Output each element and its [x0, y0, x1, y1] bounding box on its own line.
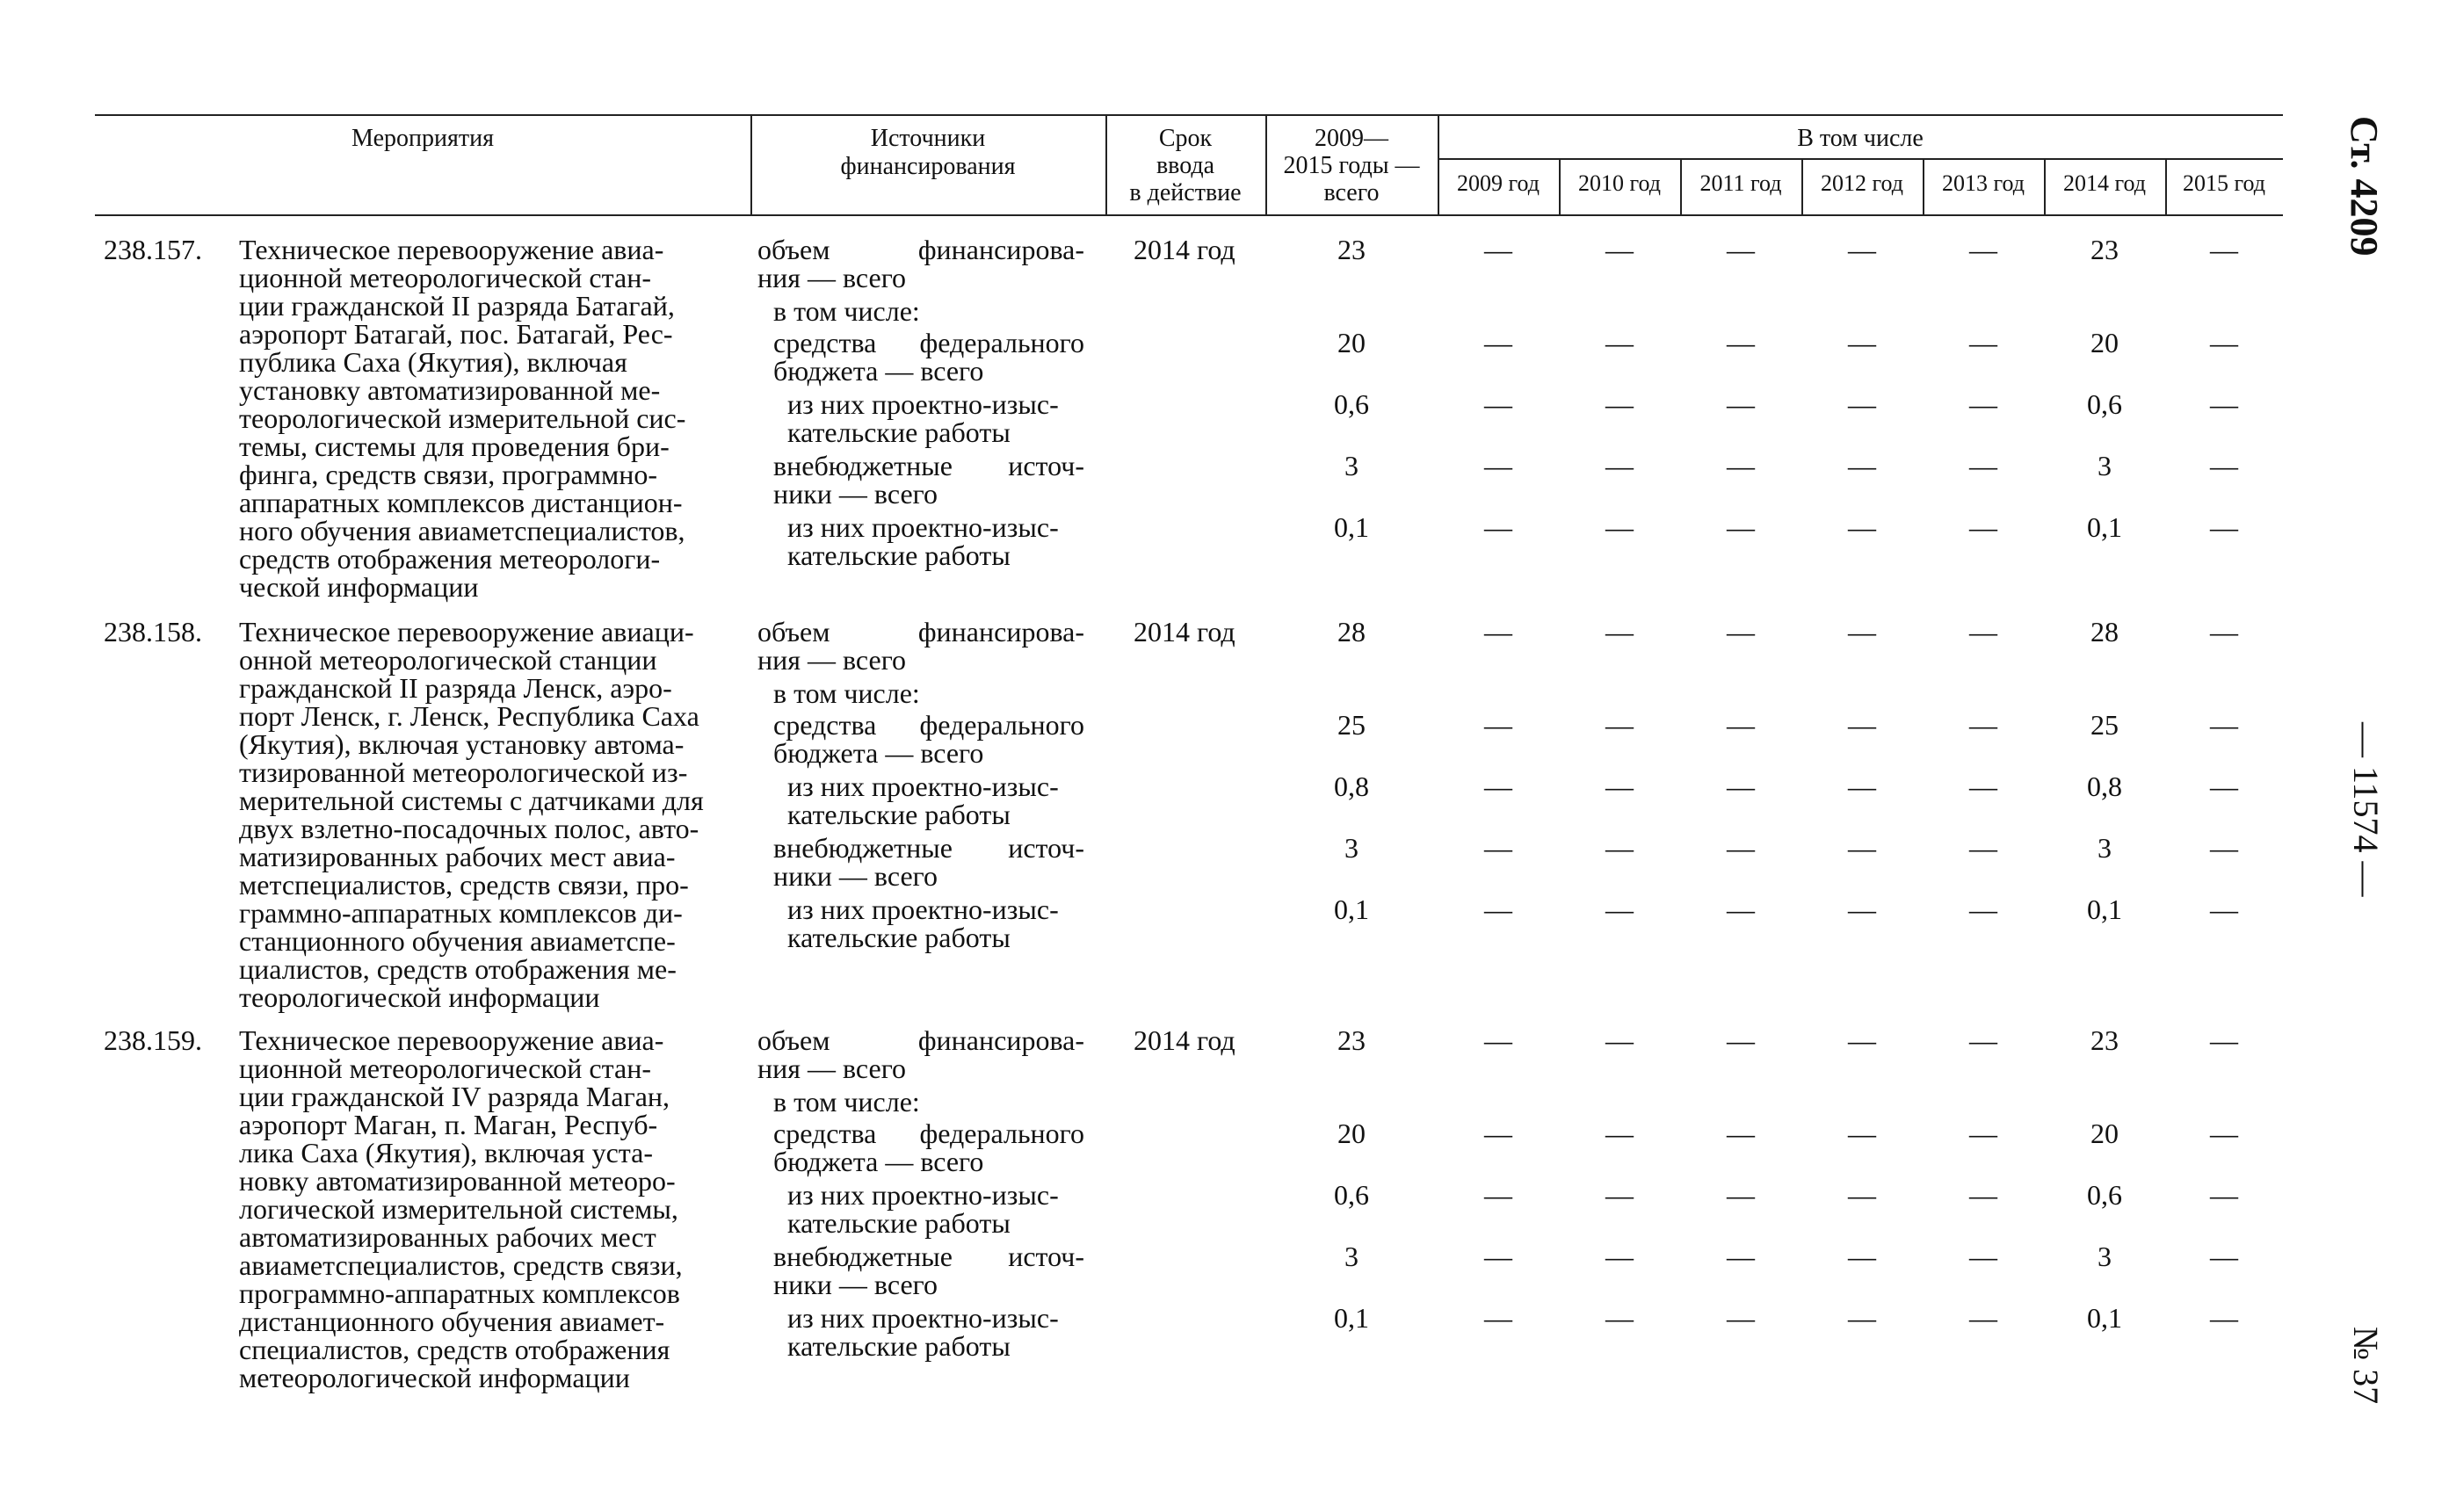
year-value: — — [2210, 450, 2238, 481]
year-value: — — [2210, 1024, 2238, 1056]
year-value: — — [1484, 1302, 1512, 1334]
year-value: — — [1727, 1302, 1755, 1334]
table-row — [0, 1119, 2449, 1176]
year-value: — — [1969, 616, 1997, 647]
source-label: из них проектно-изыс- кательские работы — [787, 511, 1059, 571]
year-value: — — [1727, 511, 1755, 543]
year-value: — — [1727, 709, 1755, 741]
source-label: из них проектно-изыс- кательские работы — [787, 893, 1059, 953]
year-value: — — [1727, 832, 1755, 864]
year-value: — — [1484, 450, 1512, 481]
year-value: — — [1605, 893, 1634, 925]
year-value: — — [1848, 709, 1876, 741]
year-value: — — [1848, 832, 1876, 864]
source-label: средства федерального бюджета — всего — [773, 1118, 1084, 1177]
header-year-2013: 2013 год — [1942, 170, 2025, 196]
year-value: — — [1605, 234, 1634, 265]
table-row — [0, 513, 2449, 569]
table-row — [0, 772, 2449, 828]
year-value: — — [2210, 511, 2238, 543]
year-value: — — [1484, 327, 1512, 358]
entry-number: 238.159. — [104, 1024, 202, 1056]
year-value: — — [1969, 1024, 1997, 1056]
year-value: — — [1969, 327, 1997, 358]
year-value: — — [1969, 1241, 1997, 1272]
year-value: 3 — [2098, 450, 2112, 481]
year-value: — — [1969, 1179, 1997, 1211]
year-value: — — [2210, 770, 2238, 802]
entry-description: Техническое перевооружение авиа- ционной метеорологической стан- ции гражданской IV разряда Маган, аэропорт Маган, п. Маган, Респуб- лика Саха (Якутия), включая уста- новку автоматизированной метеоро- логической измерительной системы, автоматизированных рабочих мест авиаметспециалистов, средств связи, программно-аппаратных комплексов дистанционного обучения авиамет- специалистов, средств отображения метеорологической информации — [239, 1024, 683, 1393]
year-value: — — [1727, 388, 1755, 420]
year-value: — — [2210, 832, 2238, 864]
table-row — [0, 1181, 2449, 1237]
year-value: — — [1605, 1024, 1634, 1056]
year-value: — — [1969, 388, 1997, 420]
issue-number: № 37 — [2346, 1327, 2386, 1405]
total-value: 0,1 — [1334, 1302, 1369, 1334]
year-value: — — [1484, 893, 1512, 925]
year-value: — — [1484, 234, 1512, 265]
header-activity: Мероприятия — [351, 125, 494, 152]
year-value: — — [1484, 832, 1512, 864]
entry-number: 238.158. — [104, 616, 202, 647]
year-value: — — [1484, 709, 1512, 741]
year-value: — — [2210, 327, 2238, 358]
year-value: — — [1969, 450, 1997, 481]
year-value: — — [1848, 1241, 1876, 1272]
total-value: 25 — [1337, 709, 1366, 741]
total-value: 0,1 — [1334, 893, 1369, 925]
year-value: — — [1969, 234, 1997, 265]
header-year-2014: 2014 год — [2063, 170, 2146, 196]
year-value: — — [1484, 1024, 1512, 1056]
including-label: в том числе: — [773, 677, 920, 709]
year-value: — — [2210, 1241, 2238, 1272]
total-value: 3 — [1344, 1241, 1359, 1272]
year-value: — — [1605, 770, 1634, 802]
table-row — [0, 235, 2449, 292]
source-label: из них проектно-изыс- кательские работы — [787, 770, 1059, 830]
table-row — [0, 618, 2449, 674]
year-value: — — [1484, 1241, 1512, 1272]
table-row — [0, 895, 2449, 951]
table-row — [0, 1242, 2449, 1299]
year-value: — — [2210, 1302, 2238, 1334]
entry-number: 238.157. — [104, 234, 202, 265]
year-value: 0,6 — [2087, 388, 2122, 420]
page-number: — 11574 — — [2346, 722, 2386, 897]
page-label: Ст. 4209 — [2343, 116, 2386, 257]
year-value: 0,6 — [2087, 1179, 2122, 1211]
year-value: — — [1727, 327, 1755, 358]
year-value: — — [1969, 1118, 1997, 1149]
year-value: — — [1484, 770, 1512, 802]
entry-term: 2014 год — [1134, 234, 1235, 265]
total-value: 0,6 — [1334, 1179, 1369, 1211]
year-value: — — [1848, 450, 1876, 481]
total-value: 20 — [1337, 1118, 1366, 1149]
total-value: 23 — [1337, 234, 1366, 265]
year-value: — — [1727, 1179, 1755, 1211]
year-value: — — [2210, 1118, 2238, 1149]
year-value: — — [1848, 388, 1876, 420]
total-value: 0,1 — [1334, 511, 1369, 543]
year-value: — — [1484, 1179, 1512, 1211]
year-value: 28 — [2090, 616, 2119, 647]
total-value: 0,6 — [1334, 388, 1369, 420]
year-value: — — [1969, 832, 1997, 864]
year-value: — — [1969, 893, 1997, 925]
year-value: — — [1848, 327, 1876, 358]
table-row — [0, 834, 2449, 890]
header-year-2012: 2012 год — [1821, 170, 1903, 196]
total-value: 20 — [1337, 327, 1366, 358]
year-value: — — [1848, 1118, 1876, 1149]
year-value: — — [1605, 511, 1634, 543]
table-row — [0, 711, 2449, 767]
header-bottom-rule — [95, 214, 2283, 216]
year-value: — — [2210, 234, 2238, 265]
header-year-2015: 2015 год — [2183, 170, 2265, 196]
year-value: 20 — [2090, 327, 2119, 358]
year-value: — — [1605, 388, 1634, 420]
total-value: 28 — [1337, 616, 1366, 647]
total-value: 3 — [1344, 832, 1359, 864]
year-value: — — [1969, 770, 1997, 802]
year-value: — — [1727, 1118, 1755, 1149]
table-row — [0, 329, 2449, 385]
year-value: — — [1727, 1024, 1755, 1056]
year-value: — — [2210, 388, 2238, 420]
source-label: объем финансирова- ния — всего — [757, 234, 1084, 293]
year-value: — — [1605, 616, 1634, 647]
year-value: — — [1605, 709, 1634, 741]
year-value: — — [1848, 770, 1876, 802]
year-value: 3 — [2098, 1241, 2112, 1272]
table-row — [0, 1026, 2449, 1082]
year-value: — — [1727, 1241, 1755, 1272]
year-value: — — [1848, 1024, 1876, 1056]
year-value: — — [1727, 234, 1755, 265]
year-value: — — [1969, 511, 1997, 543]
year-value: — — [1605, 1179, 1634, 1211]
header-year-2011: 2011 год — [1699, 170, 1782, 196]
year-value: 0,8 — [2087, 770, 2122, 802]
including-label: в том числе: — [773, 295, 920, 327]
year-value: — — [1484, 1118, 1512, 1149]
total-value: 0,8 — [1334, 770, 1369, 802]
year-value: — — [1969, 1302, 1997, 1334]
source-label: средства федерального бюджета — всего — [773, 709, 1084, 769]
year-value: — — [1605, 832, 1634, 864]
year-value: — — [1969, 709, 1997, 741]
source-label: средства федерального бюджета — всего — [773, 327, 1084, 387]
year-value: 23 — [2090, 1024, 2119, 1056]
year-value: — — [1848, 511, 1876, 543]
year-value: 0,1 — [2087, 511, 2122, 543]
year-value: 3 — [2098, 832, 2112, 864]
source-label: внебюджетные источ- ники — всего — [773, 832, 1084, 892]
year-value: — — [1605, 1241, 1634, 1272]
total-value: 3 — [1344, 450, 1359, 481]
source-label: объем финансирова- ния — всего — [757, 1024, 1084, 1084]
year-value: — — [1605, 327, 1634, 358]
year-value: — — [2210, 893, 2238, 925]
year-value: — — [1727, 450, 1755, 481]
year-value: — — [1484, 616, 1512, 647]
source-label: объем финансирова- ния — всего — [757, 616, 1084, 676]
source-label: внебюджетные источ- ники — всего — [773, 450, 1084, 510]
year-value: 20 — [2090, 1118, 2119, 1149]
table-row — [0, 390, 2449, 446]
year-value: — — [1848, 1179, 1876, 1211]
header-year-2010: 2010 год — [1578, 170, 1661, 196]
year-value: — — [1484, 511, 1512, 543]
year-value: 25 — [2090, 709, 2119, 741]
entry-description: Техническое перевооружение авиаци- онной метеорологической станции гражданской II разряда Ленск, аэро- порт Ленск, г. Ленск, Республика Саха (Якутия), включая установку автома- тизированной метеорологической из- мерительной системы с датчиками для двух взлетно-посадочных полос, авто- матизированных рабочих мест авиа- метспециалистов, средств связи, про- граммно-аппаратных комплексов ди- станционного обучения авиаметспе- циалистов, средств отображения ме- теорологической информации — [239, 616, 704, 1013]
year-value: — — [1727, 770, 1755, 802]
header-including: В том числе — [1797, 125, 1924, 152]
source-label: из них проектно-изыс- кательские работы — [787, 388, 1059, 448]
year-value: 0,1 — [2087, 1302, 2122, 1334]
entry-term: 2014 год — [1134, 1024, 1235, 1056]
table-row — [0, 452, 2449, 508]
year-value: — — [1484, 388, 1512, 420]
year-value: — — [1848, 616, 1876, 647]
year-value: — — [1727, 893, 1755, 925]
source-label: из них проектно-изыс- кательские работы — [787, 1302, 1059, 1362]
year-value: — — [2210, 616, 2238, 647]
year-value: — — [2210, 709, 2238, 741]
header-sources: Источники финансирования — [840, 125, 1016, 180]
entry-term: 2014 год — [1134, 616, 1235, 647]
year-value: — — [2210, 1179, 2238, 1211]
header-term: Срок ввода в действие — [1129, 125, 1242, 206]
entry-description: Техническое перевооружение авиа- ционной метеорологической стан- ции гражданской II разряда Батагай, аэропорт Батагай, пос. Батагай, Рес- публика Саха (Якутия), включая установку автоматизированной ме- теорологической измерительной сис- темы, системы для проведения бри- финга, средств связи, программно- аппаратных комплексов дистанцион- ного обучения авиаметспециалистов, средств отображения метеорологи- ческой информации — [239, 234, 686, 603]
year-value: — — [1605, 1302, 1634, 1334]
year-value: — — [1848, 234, 1876, 265]
header-total: 2009— 2015 годы — всего — [1283, 125, 1420, 206]
source-label: из них проектно-изыс- кательские работы — [787, 1179, 1059, 1239]
including-rule — [1438, 158, 2283, 160]
table-row — [0, 1304, 2449, 1360]
total-value: 23 — [1337, 1024, 1366, 1056]
year-value: — — [1605, 450, 1634, 481]
source-label: внебюджетные источ- ники — всего — [773, 1241, 1084, 1300]
year-value: 23 — [2090, 234, 2119, 265]
year-value: — — [1848, 1302, 1876, 1334]
year-value: — — [1605, 1118, 1634, 1149]
year-value: 0,1 — [2087, 893, 2122, 925]
including-label: в том числе: — [773, 1086, 920, 1118]
year-value: — — [1848, 893, 1876, 925]
table-top-rule — [95, 114, 2283, 116]
header-year-2009: 2009 год — [1457, 170, 1540, 196]
year-value: — — [1727, 616, 1755, 647]
